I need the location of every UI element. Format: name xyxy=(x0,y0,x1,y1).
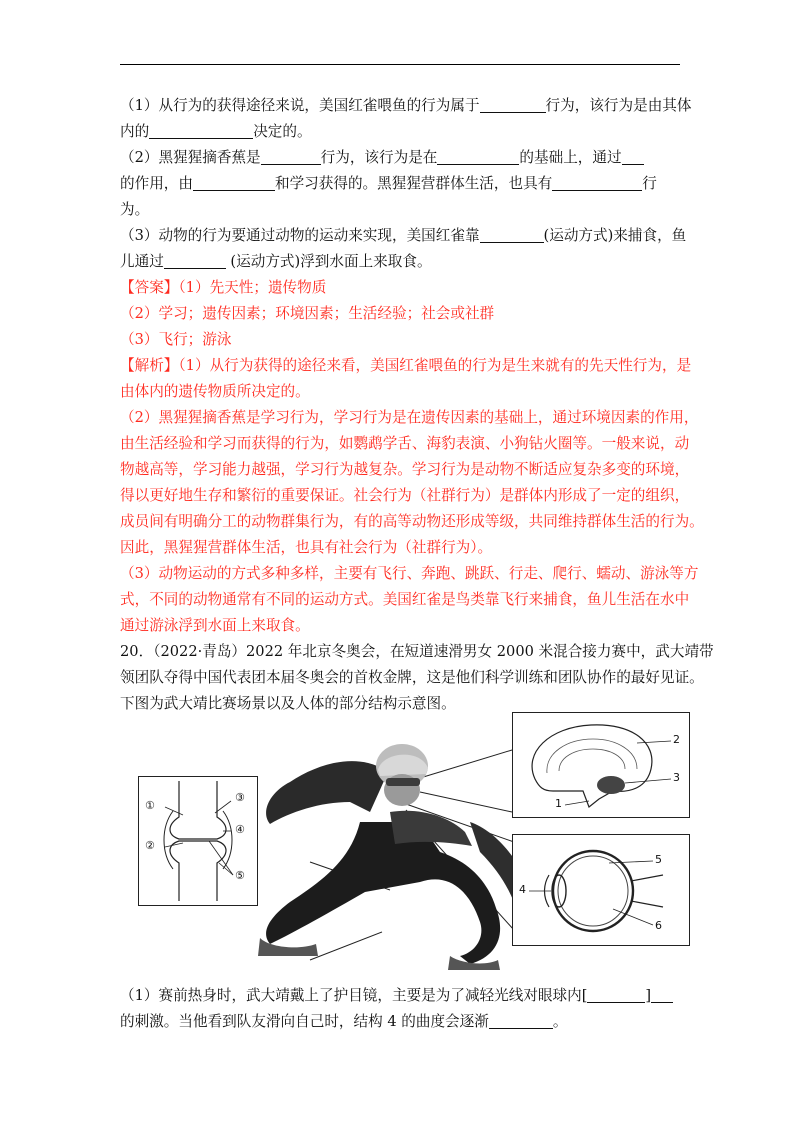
knee-joint-diagram xyxy=(138,776,258,906)
blank[interactable] xyxy=(193,176,275,191)
analysis-line: 物越高等，学习能力越强，学习行为越复杂。学习行为是动物不断适应复杂多变的环境， xyxy=(120,461,690,478)
q19-part2-line1: （2）黑猩猩摘香蕉是 行为，该行为是在 的基础上，通过 xyxy=(120,148,690,168)
blank[interactable] xyxy=(164,254,226,269)
analysis-line: 式，不同的动物通常有不同的运动方式。美国红雀是鸟类靠飞行来捕食，鱼儿生活在水中 xyxy=(120,591,690,608)
q20-stem: 领团队夺得中国代表团本届冬奥会的首枚金牌，这是他们科学训练和团队协作的最好见证。 xyxy=(120,669,704,686)
blank[interactable] xyxy=(489,1014,553,1029)
answer-tag: 【答案】 xyxy=(120,279,179,296)
q19-part2-line3: 为。 xyxy=(120,201,150,218)
analysis-line: （3）动物运动的方式多种多样，主要有飞行、奔跑、跳跃、行走、爬行、蠕动、游泳等方 xyxy=(120,565,699,582)
analysis-line: 【解析】（1）从行为获得的途径来看，美国红雀喂鱼的行为是生来就有的先天性行为，是 xyxy=(120,357,692,374)
label-4: ④ xyxy=(235,823,245,836)
label-1: ① xyxy=(145,799,155,812)
answer-line1: 【答案】（1）先天性；遗传物质 xyxy=(120,279,327,296)
q20-stem: 下图为武大靖比赛场景以及人体的部分结构示意图。 xyxy=(120,695,456,712)
eye-label-5: 5 xyxy=(655,853,662,866)
blank[interactable] xyxy=(587,988,645,1003)
blank[interactable] xyxy=(480,98,546,113)
blank[interactable] xyxy=(552,176,642,191)
eye-illustration xyxy=(513,835,689,945)
analysis-line: （2）黑猩猩摘香蕉是学习行为，学习行为是在遗传因素的基础上，通过环境因素的作用， xyxy=(120,409,699,426)
blank[interactable] xyxy=(651,988,673,1003)
blank[interactable] xyxy=(480,228,544,243)
analysis-line: 由体内的遗传物质所决定的。 xyxy=(120,383,310,400)
label-5: ⑤ xyxy=(235,869,245,882)
q19-part2-line2: 的作用，由 和学习获得的。黑猩猩营群体生活，也具有 行 xyxy=(120,175,657,192)
analysis-tag: 【解析】 xyxy=(120,357,179,374)
skater-figure xyxy=(120,712,700,984)
brain-diagram xyxy=(512,712,690,818)
q19-part1-line1: （1）从行为的获得途径来说，美国红雀喂鱼的行为属于 行为，该行为是由其体 xyxy=(120,97,692,114)
brain-illustration xyxy=(513,713,689,817)
q20-part1-line1: （1）赛前热身时，武大靖戴上了护目镜，主要是为了减轻光线对眼球内[ ] xyxy=(120,986,690,1006)
eye-label-6: 6 xyxy=(655,919,662,932)
eye-label-4: 4 xyxy=(519,883,526,896)
q19-part3-line2: 儿通过 (运动方式)浮到水面上来取食。 xyxy=(120,253,432,270)
q19-part3-line1: （3）动物的行为要通过动物的运动来实现，美国红雀靠 (运动方式)来捕食，鱼 xyxy=(120,227,687,244)
q20-part1-line2: 的刺激。当他看到队友滑向自己时，结构 4 的曲度会逐渐 。 xyxy=(120,1013,568,1030)
blank[interactable] xyxy=(622,150,644,165)
analysis-line: 得以更好地生存和繁衍的重要保证。社会行为（社群行为）是群体内形成了一定的组织， xyxy=(120,487,690,504)
q20-stem: 20．（2022·青岛）2022 年北京冬奥会，在短道速滑男女 2000 米混合接力赛中，武大靖带 xyxy=(120,643,714,660)
answer-line2: （2）学习；遗传因素；环境因素；生活经验；社会或社群 xyxy=(120,305,495,322)
label-3: ③ xyxy=(235,791,245,804)
blank[interactable] xyxy=(437,150,519,165)
analysis-line: 由生活经验和学习而获得的行为，如鹦鹉学舌、海豹表演、小狗钻火圈等。一般来说，动 xyxy=(120,435,690,452)
answer-line3: （3）飞行；游泳 xyxy=(120,331,232,348)
q19-part1-line2: 内的 决定的。 xyxy=(120,123,312,140)
blank[interactable] xyxy=(261,150,321,165)
brain-label-3: 3 xyxy=(673,771,680,784)
analysis-line: 成员间有明确分工的动物群集行为，有的高等动物还形成等级，共同维持群体生活的行为。 xyxy=(120,513,704,530)
brain-label-2: 2 xyxy=(673,733,680,746)
eye-diagram xyxy=(512,834,690,946)
brain-label-1: 1 xyxy=(555,797,562,810)
label-2: ② xyxy=(145,839,155,852)
analysis-line: 因此，黑猩猩营群体生活，也具有社会行为（社群行为）。 xyxy=(120,539,493,556)
header-rule xyxy=(120,64,680,65)
blank[interactable] xyxy=(149,124,253,139)
analysis-line: 通过游泳浮到水面上来取食。 xyxy=(120,617,310,634)
